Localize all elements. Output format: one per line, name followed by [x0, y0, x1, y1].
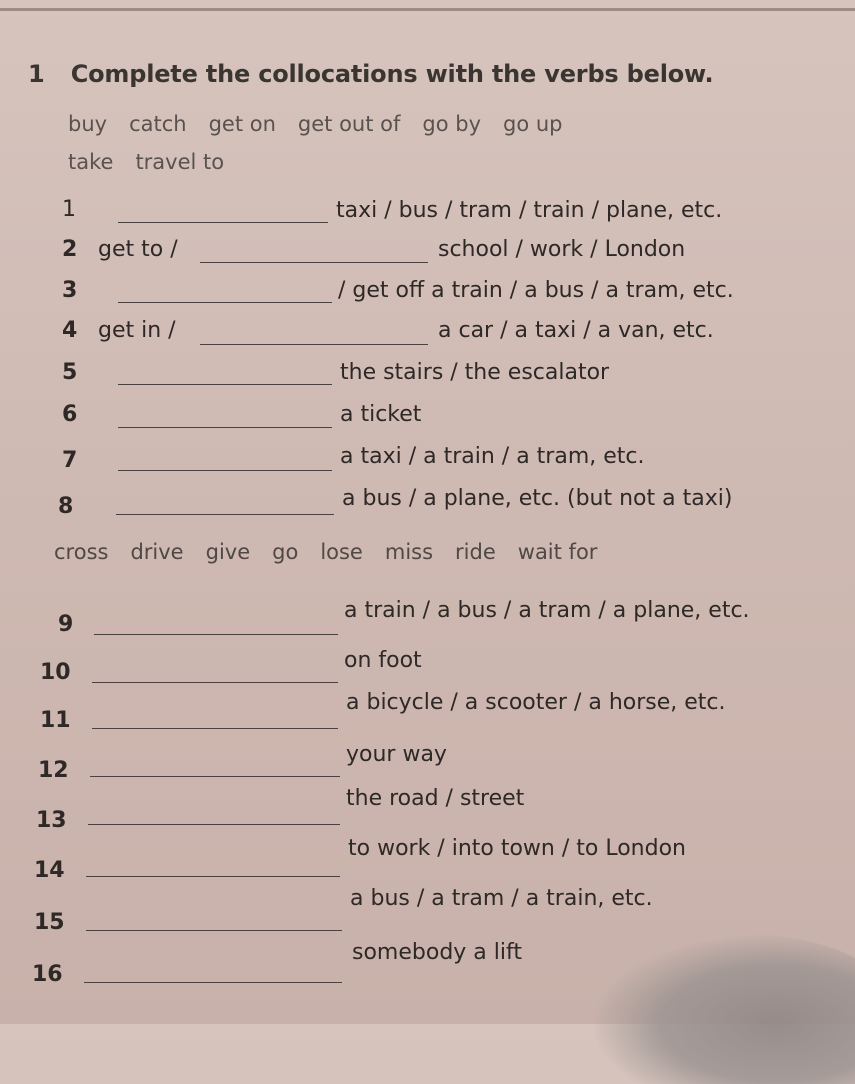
answer-blank[interactable] [200, 262, 428, 263]
item-number: 6 [62, 402, 78, 427]
answer-blank[interactable] [118, 470, 332, 471]
exercise-instruction: Complete the collocations with the verbs below. [70, 60, 714, 88]
word-bank-item: take [68, 150, 114, 174]
answer-blank[interactable] [118, 302, 332, 303]
word-bank-item: ride [455, 540, 496, 564]
item-number: 7 [62, 448, 78, 473]
item-number: 10 [40, 660, 71, 685]
word-bank-item: cross [54, 540, 109, 564]
item-number: 8 [58, 494, 74, 519]
item-number: 2 [62, 237, 78, 262]
item-text: school / work / London [438, 237, 686, 262]
word-bank-item: travel to [135, 150, 225, 174]
item-number: 9 [58, 612, 74, 637]
answer-blank[interactable] [118, 222, 328, 223]
item-text: / get off a train / a bus / a tram, etc. [338, 278, 734, 303]
answer-blank[interactable] [86, 930, 342, 931]
item-text: a bus / a plane, etc. (but not a taxi) [342, 486, 733, 511]
word-bank-1 [68, 112, 588, 174]
item-number: 11 [40, 708, 71, 733]
word-bank-item: drive [130, 540, 184, 564]
word-bank-item: buy [68, 112, 108, 136]
word-bank-item: go [272, 540, 299, 564]
answer-blank[interactable] [118, 384, 332, 385]
answer-blank[interactable] [92, 728, 338, 729]
item-text: a ticket [340, 402, 422, 427]
item-number: 4 [62, 318, 78, 343]
page-top-rule [0, 8, 855, 11]
item-text: a bus / a tram / a train, etc. [350, 886, 653, 911]
answer-blank[interactable] [94, 634, 338, 635]
word-bank-item: lose [320, 540, 363, 564]
item-text: the road / street [346, 786, 525, 811]
item-prefix: get in / [98, 318, 176, 343]
item-number: 1 [62, 197, 76, 222]
word-bank-2 [54, 540, 794, 564]
item-text: a train / a bus / a tram / a plane, etc. [344, 598, 750, 623]
item-text: taxi / bus / tram / train / plane, etc. [336, 198, 723, 223]
exercise-number: 1 [28, 60, 45, 88]
item-text: somebody a lift [352, 940, 522, 965]
item-number: 13 [36, 808, 67, 833]
item-text: a bicycle / a scooter / a horse, etc. [346, 690, 726, 715]
item-number: 5 [62, 360, 78, 385]
answer-blank[interactable] [92, 682, 338, 683]
item-text: your way [346, 742, 447, 767]
answer-blank[interactable] [88, 824, 340, 825]
word-bank-item: miss [384, 540, 434, 564]
word-bank-item: go by [422, 112, 482, 136]
item-number: 3 [62, 278, 78, 303]
word-bank-item: wait for [517, 540, 598, 564]
item-number: 15 [34, 910, 65, 935]
photo-shadow [595, 934, 855, 1084]
answer-blank[interactable] [84, 982, 342, 983]
item-prefix: get to / [98, 237, 178, 262]
answer-blank[interactable] [116, 514, 334, 515]
item-text: a car / a taxi / a van, etc. [438, 318, 714, 343]
item-number: 14 [34, 858, 65, 883]
word-bank-item: get on [208, 112, 276, 136]
item-text: the stairs / the escalator [340, 360, 610, 385]
word-bank-item: give [205, 540, 251, 564]
item-text: a taxi / a train / a tram, etc. [340, 444, 645, 469]
word-bank-item: catch [129, 112, 187, 136]
item-text: to work / into town / to London [348, 836, 686, 861]
exercise-header [28, 60, 713, 88]
answer-blank[interactable] [200, 344, 428, 345]
word-bank-item: go up [503, 112, 563, 136]
word-bank-item: get out of [297, 112, 401, 136]
answer-blank[interactable] [86, 876, 340, 877]
answer-blank[interactable] [118, 427, 332, 428]
item-text: on foot [344, 648, 422, 673]
item-number: 12 [38, 758, 69, 783]
answer-blank[interactable] [90, 776, 340, 777]
item-number: 16 [32, 962, 63, 987]
